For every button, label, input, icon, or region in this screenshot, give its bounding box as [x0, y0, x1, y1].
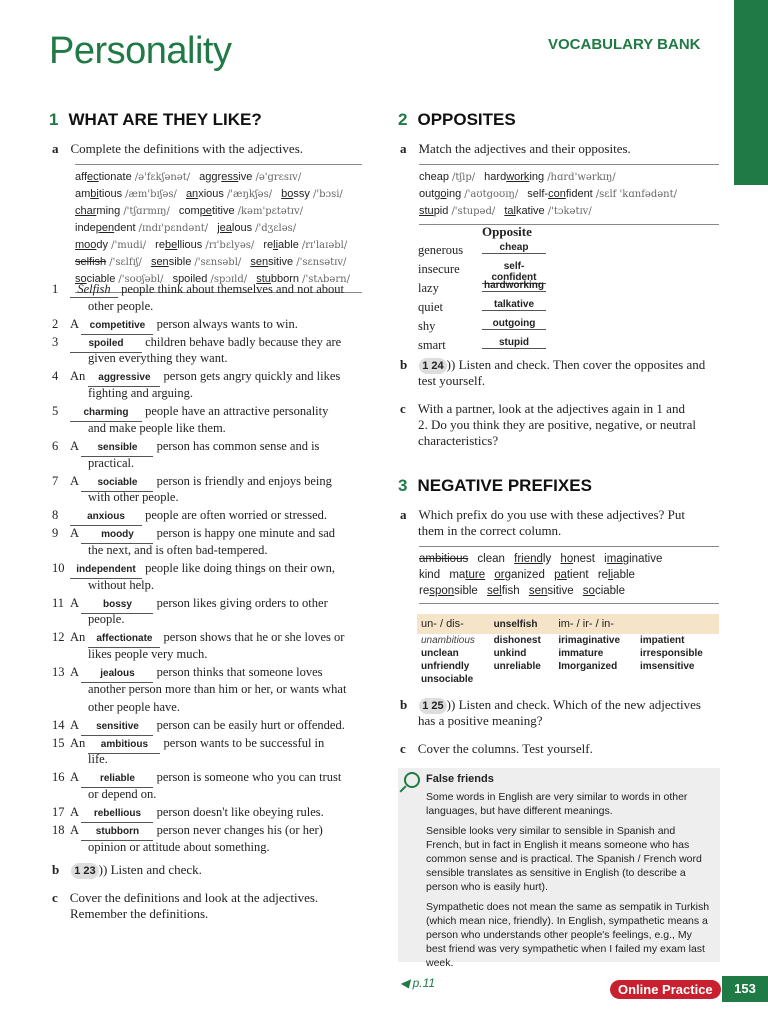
definition-text: person is someone who you can trust: [153, 770, 342, 785]
definition-continuation: another person more than him or her, or wants what: [88, 681, 347, 696]
definition-item: [52, 717, 367, 736]
definition-continuation: without help.: [88, 577, 154, 592]
prefix-cell: [490, 673, 555, 686]
adjective-box-2: cheap /tʃip/ hardworking /hɑrd'wərkɪŋ/ outgoing /'aʊtgoʊɪŋ/ self-confident /sɛlf 'kɑnfədənt/ stupid /'stupəd/ talkative /'tɔkətɪv/: [419, 164, 719, 225]
ff-paragraph-2: Sensible looks very similar to sensible in Spanish and French, but in fact in English it means someone who has common sense and is practical. The Spanish / French word sensible translates as sensitive in English (to describe a person who is easily hurt).: [426, 825, 702, 893]
prefix-cell: unreliable: [493, 661, 541, 672]
prefix-cell: [554, 673, 636, 686]
s3-instruction-b-cont: has a positive meaning?: [418, 713, 543, 728]
prefix-cell: [636, 673, 719, 686]
definition-continuation: and make people like them.: [88, 420, 226, 435]
prefix-cell: dishonest: [493, 635, 541, 646]
definition-continuation: given everything they want.: [88, 351, 228, 366]
definition-continuation: other people have.: [88, 699, 180, 714]
opposite-word: shy: [418, 319, 436, 333]
prefix-cell: unsociable: [421, 674, 474, 685]
answer-blank[interactable]: jealous: [81, 666, 153, 683]
s3-instruction-c: c Cover the columns. Test yourself.: [400, 741, 593, 756]
definition-continuation: opinion or attitude about something.: [88, 839, 270, 854]
definition-item: [52, 507, 367, 526]
definition-text: person always wants to win.: [153, 316, 298, 331]
answer-blank[interactable]: sensible: [81, 440, 153, 457]
s2-instruction-a: a Match the adjectives and their opposites.: [400, 141, 631, 156]
definition-text: person is friendly and enjoys being: [153, 473, 332, 488]
definition-number: 6: [52, 438, 59, 453]
definition-item: [52, 281, 367, 298]
definition-number: 7: [52, 473, 59, 488]
ff-paragraph-1: Some words in English are very similar to words in other languages, but have different meanings.: [426, 791, 688, 817]
section-3-heading: 3 NEGATIVE PREFIXES: [398, 476, 592, 495]
answer-blank[interactable]: ambitious: [88, 737, 160, 754]
page-number: 153: [722, 976, 768, 1002]
definition-text: person gets angry quickly and likes: [160, 369, 341, 384]
definition-item: [52, 804, 367, 823]
definition-continuation: the next, and is often bad-tempered.: [88, 542, 268, 557]
s3-instruction-b: b 1 25 )) Listen and check. Which of the new adjectives: [400, 697, 701, 712]
page-title: Personality: [49, 30, 232, 72]
definition-continuation: practical.: [88, 455, 135, 470]
opposite-answer[interactable]: talkative: [482, 299, 546, 311]
definition-article: A: [70, 595, 82, 610]
page-reference: ◀ p.11: [400, 976, 436, 990]
definition-article: A: [70, 805, 82, 820]
s2-instruction-b: b 1 24 )) Listen and check. Then cover the opposites and: [400, 357, 706, 372]
s1-instruction-b: b 1 23 )) Listen and check.: [52, 862, 202, 877]
definition-text: people think about themselves and not about: [118, 282, 344, 296]
definition-number: 15: [52, 735, 65, 750]
definition-number: 4: [52, 369, 59, 384]
opposite-answer[interactable]: outgoing: [482, 318, 546, 330]
definition-number: 11: [52, 595, 65, 610]
definition-number: 10: [52, 560, 65, 575]
definition-number: 5: [52, 404, 59, 419]
answer-blank[interactable]: stubborn: [81, 824, 153, 841]
answer-blank[interactable]: rebellious: [81, 806, 153, 823]
prefix-cell: unfriendly: [421, 661, 470, 672]
answer-blank[interactable]: affectionate: [88, 631, 160, 648]
s2-instruction-c-cont2: characteristics?: [418, 433, 499, 448]
answer-blank[interactable]: aggressive: [88, 370, 160, 387]
online-practice-badge[interactable]: Online Practice: [610, 980, 721, 999]
prefix-row: [417, 660, 719, 673]
definition-article: A: [70, 717, 82, 732]
opposite-word: smart: [418, 338, 446, 352]
s1-instruction-c-cont: Remember the definitions.: [70, 906, 209, 921]
prefix-cell: irresponsible: [640, 648, 703, 659]
prefix-cell: Imorganized: [558, 661, 618, 672]
opposite-answer[interactable]: self-confident: [482, 261, 546, 284]
definition-number: 17: [52, 805, 65, 820]
definition-continuation: or depend on.: [88, 787, 157, 802]
answer-blank[interactable]: Selfish: [70, 281, 118, 298]
definition-article: A: [70, 823, 82, 838]
definition-text: people are often worried or stressed.: [142, 508, 327, 523]
definition-number: 3: [52, 334, 59, 349]
col-example: unselfish: [490, 614, 555, 634]
definition-text: person can be easily hurt or offended.: [153, 717, 345, 732]
col-im-ir-in: im- / ir- / in-: [554, 614, 719, 634]
definition-text: person likes giving orders to other: [153, 595, 328, 610]
opposite-word: insecure: [418, 262, 460, 276]
definition-number: 14: [52, 717, 65, 732]
answer-blank[interactable]: spoiled: [70, 336, 142, 353]
prefix-cell: unkind: [493, 648, 527, 659]
prefix-table: [417, 614, 719, 686]
definition-number: 9: [52, 526, 59, 541]
prefix-cell: impatient: [640, 635, 685, 646]
opposite-answer[interactable]: cheap: [482, 242, 546, 254]
prefix-cell: immature: [558, 648, 604, 659]
definition-text: children behave badly because they are: [142, 334, 342, 349]
definition-continuation: fighting and arguing.: [88, 386, 193, 401]
ff-paragraph-3: Sympathetic does not mean the same as sempatik in Turkish (which mean nice, friendly). In English, sympathetic means a person who understands other people's feelings, e.g., My best friend was very sympathetic when I failed my exam last week.: [426, 901, 710, 969]
answer-blank[interactable]: reliable: [81, 771, 153, 788]
definition-text: person never changes his (or her): [153, 823, 323, 838]
section-2-heading: 2 OPPOSITES: [398, 110, 516, 129]
prefix-cell: unambitious: [421, 635, 475, 646]
answer-blank[interactable]: independent: [70, 562, 142, 579]
s2-instruction-c-cont: 2. Do you think they are positive, negative, or neutral: [418, 417, 696, 432]
definition-continuation: with other people.: [88, 490, 179, 505]
s2-instruction-b-cont: test yourself.: [418, 373, 486, 388]
definition-text: person doesn't like obeying rules.: [153, 805, 324, 820]
adjective-box-1: affectionate /ə'fɛkʃənət/ aggressive /ə'grɛsɪv/ ambitious /æm'bɪʃəs/ anxious /'æŋkʃəs/ bossy /'bɔsi/ charming /'tʃɑrmɪŋ/ competitive /kəm'pɛtətɪv/ independent /ɪndɪ'pɛndənt/ jealous /'dʒɛləs/ moody /'mudi/ rebellious /rɪ'bɛlyəs/ reliable /rɪ'laɪəbl/ selfish /'sɛlfɪʃ/ sensible /'sɛnsəbl/ sensitive /'sɛnsətɪv/ sociable /'soʊʃəbl/ spoiled /spɔɪld/ stubborn /'stʌbərn/: [75, 164, 362, 293]
definition-text: person shows that he or she loves or: [160, 630, 345, 645]
definition-continuation: people.: [88, 612, 125, 627]
opposite-heading: Opposite: [482, 224, 532, 239]
definition-number: 1: [52, 282, 59, 296]
prefix-row: [417, 673, 719, 686]
prefix-cell: unclean: [421, 648, 459, 659]
definition-continuation: life.: [88, 752, 108, 767]
answer-blank[interactable]: bossy: [81, 597, 153, 614]
answer-blank[interactable]: sensitive: [81, 719, 153, 736]
definition-text: person is happy one minute and sad: [153, 526, 336, 541]
definition-text: person thinks that someone loves: [153, 665, 323, 679]
definition-text: people have an attractive personality: [142, 404, 329, 419]
section-1-heading: 1 WHAT ARE THEY LIKE?: [49, 110, 262, 129]
definition-article: A: [70, 438, 82, 453]
definition-number: 2: [52, 316, 59, 331]
s2-instruction-c: c With a partner, look at the adjectives again in 1 and: [400, 401, 685, 416]
col-un-dis: un- / dis-: [417, 614, 490, 634]
definition-number: 16: [52, 770, 65, 785]
answer-blank[interactable]: anxious: [70, 509, 142, 526]
definition-article: An: [70, 630, 89, 645]
definition-continuation: other people.: [88, 298, 154, 313]
vocabulary-bank-label: VOCABULARY BANK: [548, 36, 701, 53]
definition-item: [52, 316, 367, 335]
corner-tab: [734, 0, 768, 185]
definition-number: 18: [52, 823, 65, 838]
definition-continuation: likes people very much.: [88, 647, 208, 661]
magnifier-icon: [404, 772, 420, 788]
definition-text: person wants to be successful in: [160, 735, 325, 750]
s1-instruction-a: a Complete the definitions with the adjectives.: [52, 141, 304, 156]
false-friends-box: [398, 768, 720, 969]
prefix-cell: irimaginative: [558, 635, 621, 646]
definition-number: 13: [52, 665, 65, 679]
prefix-cell: imsensitive: [640, 661, 695, 672]
s3-instruction-a-cont: them in the correct column.: [418, 523, 562, 538]
adjective-box-3: ambitious clean friendly honest imaginative kind mature organized patient reliable responsible selfish sensitive sociable: [419, 546, 719, 604]
opposite-answer[interactable]: stupid: [482, 337, 546, 349]
definition-article: A: [70, 770, 82, 785]
s1-instruction-c: c Cover the definitions and look at the adjectives.: [52, 890, 319, 905]
s3-instruction-a: a Which prefix do you use with these adjectives? Put: [400, 507, 685, 522]
definition-article: An: [70, 369, 89, 384]
answer-blank[interactable]: competitive: [81, 318, 153, 335]
definition-article: A: [70, 665, 82, 679]
definition-number: 8: [52, 508, 59, 523]
opposite-word: lazy: [418, 281, 439, 295]
definition-text: person has common sense and is: [153, 438, 320, 453]
answer-blank[interactable]: moody: [81, 527, 153, 544]
opposite-answer[interactable]: hardworking: [483, 280, 544, 291]
false-friends-title: False friends: [426, 773, 494, 785]
opposite-word: generous: [418, 243, 464, 257]
definition-article: A: [70, 526, 82, 541]
definition-article: An: [70, 735, 89, 750]
definition-article: A: [70, 316, 82, 331]
prefix-row: [417, 634, 719, 647]
opposite-word: quiet: [418, 300, 443, 314]
prefix-row: [417, 647, 719, 660]
definition-text: people like doing things on their own,: [142, 560, 336, 575]
definition-number: 12: [52, 630, 65, 645]
answer-blank[interactable]: sociable: [81, 475, 153, 492]
definition-article: A: [70, 473, 82, 488]
answer-blank[interactable]: charming: [70, 405, 142, 422]
